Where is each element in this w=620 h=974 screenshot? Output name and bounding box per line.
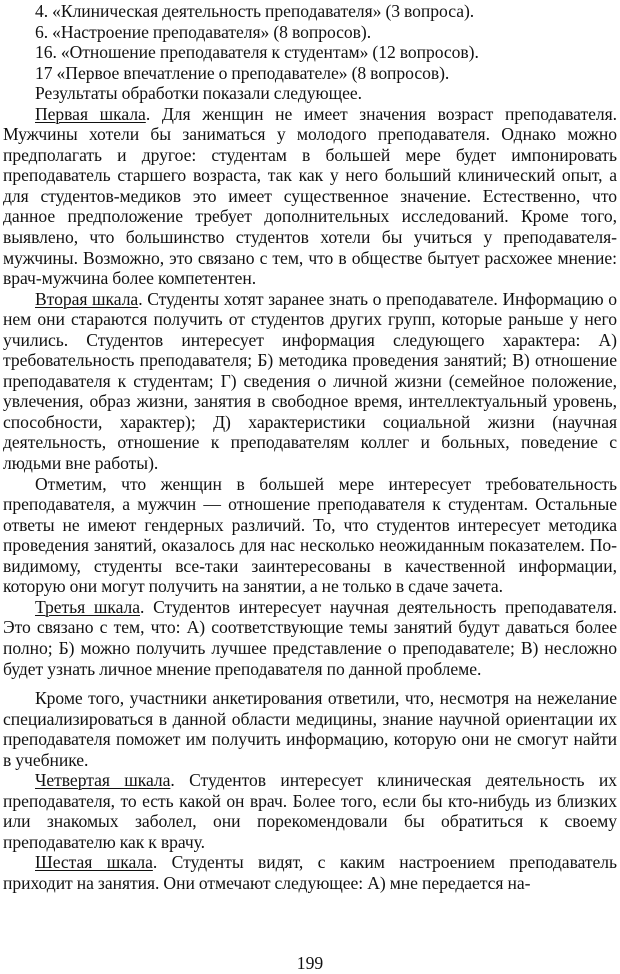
scale-label-third: Третья шкала [35, 596, 141, 617]
paragraph-sixth-scale-text: . Студенты видят, с каким настроением преподаватель приходит на занятия. Они отмечают следующее: А) мне передается на- [3, 852, 617, 893]
paragraph-fourth-scale-text: . Студентов интересует клиническая деятельность их преподавателя, то есть какой он врач. Более того, если бы кто-нибудь из близких или знакомых заболел, они порекомендовали бы обратиться к своему преподавателю как к врачу. [3, 770, 617, 852]
paragraph-fourth-scale [3, 770, 617, 852]
page-number: 199 [296, 953, 324, 973]
paragraph-first-scale [3, 104, 617, 289]
paragraph-first-scale-text: . Для женщин не имеет значения возраст преподавателя. Мужчины хотели бы заниматься у молодого преподавателя. Однако можно предполагать и другое: студентам в большей мере будет импонировать преподаватель старшего возраста, так как у него больший клинический опыт, а для студентов-медиков это имеет существенное значение. Естественно, что данное предположение требует дополнительных исследований. Кроме того, выявлено, что большинство студентов хотели бы учиться у преподавателя-мужчины. Возможно, это связано с тем, что в обществе бытует расхожее мнение: врач-мужчина более компетентен. [3, 103, 617, 289]
list-item-first-impression: 17 «Первое впечатление о преподавателе» (8 вопросов). [35, 62, 450, 83]
scale-label-first: Первая шкала [35, 103, 146, 124]
paragraph-second-scale [3, 289, 617, 474]
scale-label-second: Вторая шкала [35, 288, 139, 309]
scale-label-sixth: Шестая шкала [35, 852, 153, 873]
page-body-text [3, 1, 617, 894]
paragraph-sixth-scale [3, 852, 617, 893]
list-item-clinical-activity: 4. «Клиническая деятельность преподавателя» (3 вопроса). [35, 1, 475, 21]
paragraph-gender-notes: Отметим, что женщин в большей мере интересует требовательность преподавателя, а мужчин — отношение преподавателя к студентам. Остальные ответы не имеют гендерных различий. То, что студентов интересует методика проведения занятий, оказалось для нас несколько неожиданным показателем. По-видимому, студенты все-таки заинтересованы в качественной информации, которую они могут получить на занятии, а не только в сдаче зачета. [3, 473, 617, 597]
paragraph-gap [3, 679, 617, 688]
paragraph-survey-notes: Кроме того, участники анкетирования ответили, что, несмотря на нежелание специализироваться в данной области медицины, знание научной ориентации их преподавателя поможет им получить информацию, которую они не смогут найти в учебнике. [3, 688, 617, 770]
list-item-attitude: 16. «Отношение преподавателя к студентам» (12 вопросов). [35, 42, 479, 63]
paragraph-second-scale-text: . Студенты хотят заранее знать о преподавателе. Информацию о нем они стараются получить от студентов других групп, которые раньше у него учились. Студентов интересует информация следующего характера: А) требовательность преподавателя; Б) методика проведения занятий; В) отношение преподавателя к студентам; Г) сведения о личной жизни (семейное положение, увлечения, образ жизни, занятия в свободное время, интеллектуальный уровень, способности, характер); Д) характеристики социальной жизни (научная деятельность, отношение к преподавателям коллег и больных, поведение с людьми вне работы). [3, 288, 617, 474]
scale-label-fourth: Четвертая шкала [35, 770, 171, 791]
list-item-mood: 6. «Настроение преподавателя» (8 вопросов). [35, 21, 372, 42]
results-intro: Результаты обработки показали следующее. [35, 83, 362, 104]
paragraph-third-scale [3, 597, 617, 679]
paragraph-third-scale-text: . Студентов интересует научная деятельность преподавателя. Это связано с тем, что: А) соответствующие темы занятий будут даваться более полно; Б) можно получить лучшее представление о преподавателе; В) несложно будет узнать личное мнение преподавателя по данной проблеме. [3, 596, 617, 679]
